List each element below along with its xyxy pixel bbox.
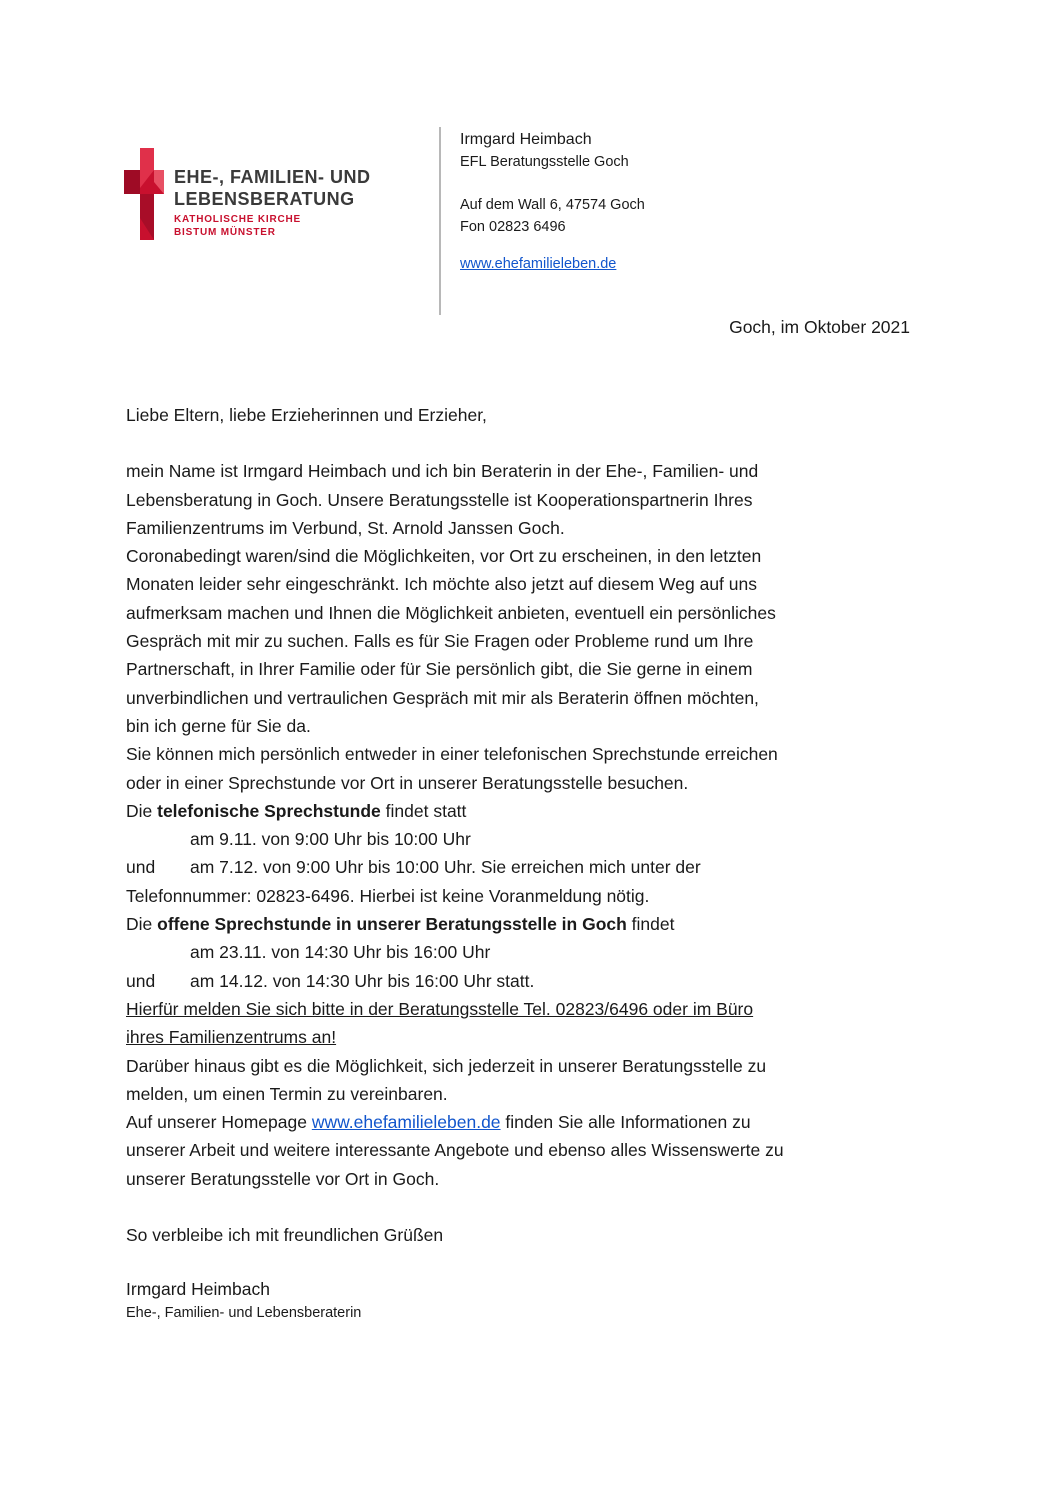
paragraph-appointment xyxy=(126,1052,946,1109)
letterhead-divider xyxy=(439,127,441,315)
logo-subtitle-line1: KATHOLISCHE KIRCHE xyxy=(174,214,301,225)
letter-date: Goch, im Oktober 2021 xyxy=(729,317,910,337)
text-line: Darüber hinaus gibt es die Möglichkeit, sich jederzeit in unserer Beratungsstelle zu xyxy=(126,1055,767,1076)
registration-notice xyxy=(126,995,946,1052)
closing: So verbleibe ich mit freundlichen Grüßen xyxy=(126,1225,444,1246)
text-line: bin ich gerne für Sie da. xyxy=(126,715,311,736)
sender-name: Irmgard Heimbach xyxy=(460,131,592,148)
text-line: Coronabedingt waren/sind die Möglichkeiten, vor Ort zu erscheinen, in den letzten xyxy=(126,546,762,567)
phone-hours-date-2: am 7.12. von 9:00 Uhr bis 10:00 Uhr. Sie erreichen mich unter der xyxy=(190,857,701,878)
phone-hours-date-2-row xyxy=(126,853,946,881)
office-hours-heading: Die offene Sprechstunde in unserer Beratungsstelle in Goch findet xyxy=(126,914,675,935)
sender-office: EFL Beratungsstelle Goch xyxy=(460,154,629,170)
office-hours-date-2: am 14.12. von 14:30 Uhr bis 16:00 Uhr statt. xyxy=(190,970,535,991)
text-line: Familienzentrums im Verbund, St. Arnold Janssen Goch. xyxy=(126,517,565,538)
paragraph-homepage xyxy=(126,1108,946,1193)
signature-role: Ehe-, Familien- und Lebensberaterin xyxy=(126,1305,362,1321)
logo-title-line2: LEBENSBERATUNG xyxy=(174,189,355,209)
text-line: aufmerksam machen und Ihnen die Möglichkeit anbieten, eventuell ein persönliches xyxy=(126,602,776,623)
text-line: Sie können mich persönlich entweder in einer telefonischen Sprechstunde erreichen xyxy=(126,744,778,765)
organization-logo xyxy=(124,142,424,252)
phone-number-line: Telefonnummer: 02823-6496. Hierbei ist keine Voranmeldung nötig. xyxy=(126,885,650,906)
cross-logo-icon xyxy=(124,148,164,240)
und-label: und xyxy=(126,857,156,878)
text-line: Hierfür melden Sie sich bitte in der Beratungsstelle Tel. 02823/6496 oder im Büro xyxy=(126,998,754,1019)
sender-address: Auf dem Wall 6, 47574 Goch xyxy=(460,197,645,213)
text-line: unverbindlichen und vertraulichen Gespräch mit mir als Beraterin öffnen möchten, xyxy=(126,687,759,708)
signature-name: Irmgard Heimbach xyxy=(126,1279,270,1299)
salutation: Liebe Eltern, liebe Erzieherinnen und Erzieher, xyxy=(126,405,487,425)
sender-website-link[interactable]: www.ehefamilieleben.de xyxy=(460,256,617,272)
homepage-link[interactable]: www.ehefamilieleben.de xyxy=(311,1112,501,1133)
office-hours-date-1: am 23.11. von 14:30 Uhr bis 16:00 Uhr xyxy=(190,942,491,963)
text-line: Auf unserer Homepage www.ehefamilieleben.de finden Sie alle Informationen zu xyxy=(126,1112,751,1133)
text-line: ihres Familienzentrums an! xyxy=(126,1027,337,1048)
phone-hours-date-1: am 9.11. von 9:00 Uhr bis 10:00 Uhr xyxy=(190,829,471,850)
text-line: Monaten leider sehr eingeschränkt. Ich möchte also jetzt auf diesem Weg auf uns xyxy=(126,574,757,595)
sender-phone: Fon 02823 6496 xyxy=(460,219,566,235)
logo-subtitle-line2: BISTUM MÜNSTER xyxy=(174,227,276,238)
phone-hours-heading: Die telefonische Sprechstunde findet statt xyxy=(126,800,467,821)
office-hours-date-2-row xyxy=(126,967,946,995)
logo-title-line1: EHE-, FAMILIEN- UND xyxy=(174,167,371,187)
text-line: melden, um einen Termin zu vereinbaren. xyxy=(126,1083,448,1104)
und-label: und xyxy=(126,970,156,991)
text-line: oder in einer Sprechstunde vor Ort in unserer Beratungsstelle besuchen. xyxy=(126,772,689,793)
phone-hours-label: telefonische Sprechstunde xyxy=(157,800,381,821)
signature-block xyxy=(126,1276,361,1324)
text-line: Partnerschaft, in Ihrer Familie oder für Sie persönlich gibt, die Sie gerne in einem xyxy=(126,659,753,680)
text-line: mein Name ist Irmgard Heimbach und ich bin Beraterin in der Ehe-, Familien- und xyxy=(126,461,759,482)
text-line: Lebensberatung in Goch. Unsere Beratungsstelle ist Kooperationspartnerin Ihres xyxy=(126,489,753,510)
paragraph-introduction xyxy=(126,457,946,542)
text-line: Gespräch mit mir zu suchen. Falls es für Sie Fragen oder Probleme rund um Ihre xyxy=(126,631,754,652)
sender-block xyxy=(460,129,645,275)
office-hours-label: offene Sprechstunde in unserer Beratungsstelle in Goch xyxy=(157,914,627,935)
text-line: unserer Beratungsstelle vor Ort in Goch. xyxy=(126,1168,440,1189)
paragraph-contact-options xyxy=(126,740,946,797)
paragraph-offer xyxy=(126,542,946,740)
logo-wordmark xyxy=(174,166,371,239)
letter-body xyxy=(126,401,946,1249)
text-line: unserer Arbeit und weitere interessante Angebote und ebenso alles Wissenswerte zu xyxy=(126,1140,784,1161)
